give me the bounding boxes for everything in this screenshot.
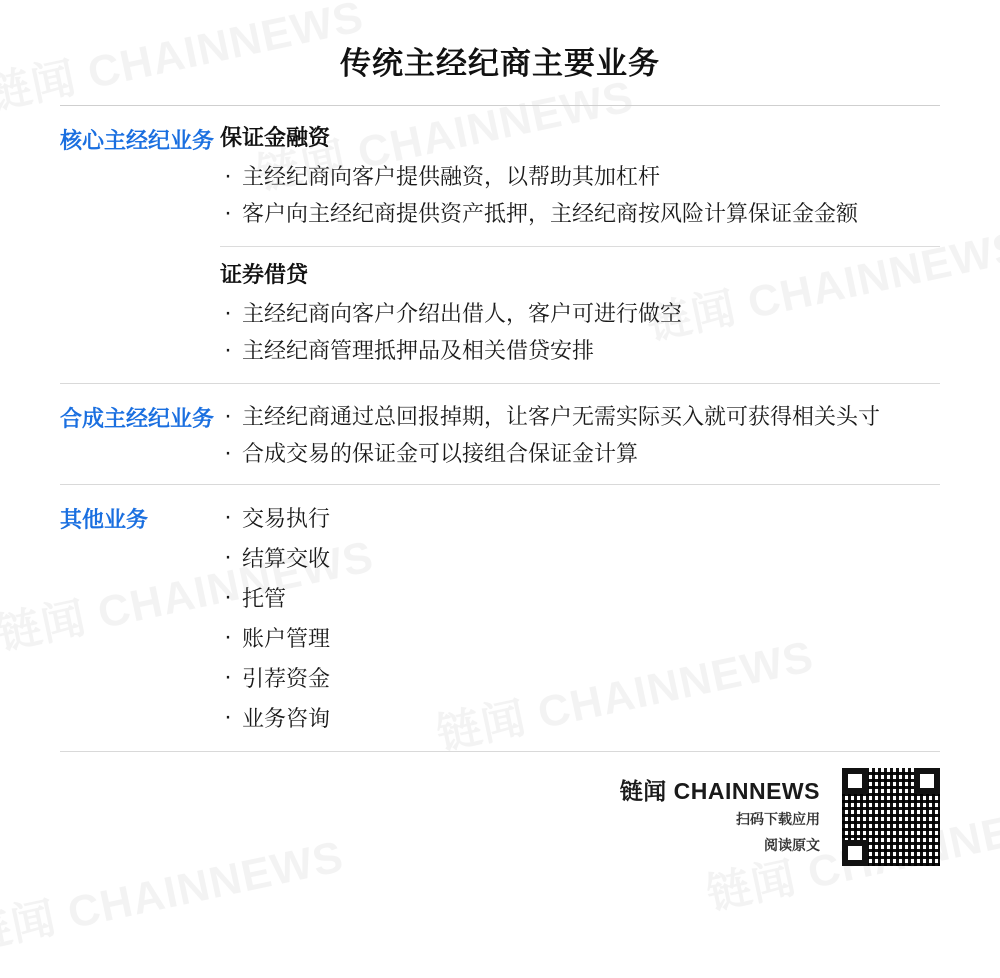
sub-block-margin-financing	[220, 120, 940, 234]
brand-name-cn: 链闻	[619, 778, 667, 804]
list-item: · 客户向主经纪商提供资产抵押，主经纪商按风险计算保证金金额	[220, 195, 940, 232]
footer-caption-readmore[interactable]: 阅读原文	[764, 837, 820, 853]
footer-caption-download: 扫码下载应用	[736, 811, 820, 827]
list-item: · 主经纪商通过总回报掉期，让客户无需实际买入就可获得相关头寸	[220, 398, 940, 435]
bullet-list	[220, 158, 940, 232]
sub-block-heading: 保证金融资	[220, 125, 331, 150]
section-other-services	[60, 485, 940, 751]
list-item: · 账户管理	[220, 619, 940, 659]
section-synthetic-prime-brokerage	[60, 384, 940, 484]
list-item: · 结算交收	[220, 539, 940, 579]
list-item: · 业务咨询	[220, 699, 940, 739]
divider	[220, 246, 940, 247]
list-item: · 引荐资金	[220, 659, 940, 699]
section-label: 其他业务	[60, 507, 149, 532]
section-body	[220, 398, 940, 472]
brand-name-en: CHAINNEWS	[673, 778, 820, 804]
list-item: · 合成交易的保证金可以接组合保证金计算	[220, 435, 940, 472]
bullet-list	[220, 295, 940, 369]
section-core-prime-brokerage	[60, 106, 940, 383]
section-label: 合成主经纪业务	[60, 406, 215, 431]
page-title: 传统主经纪商主要业务	[340, 46, 660, 81]
list-item: · 托管	[220, 579, 940, 619]
bullet-list	[220, 499, 940, 739]
list-item: · 主经纪商向客户介绍出借人，客户可进行做空	[220, 295, 940, 332]
section-body	[220, 499, 940, 739]
sub-block-heading: 证券借贷	[220, 262, 309, 287]
list-item: · 主经纪商向客户提供融资，以帮助其加杠杆	[220, 158, 940, 195]
list-item: · 主经纪商管理抵押品及相关借贷安排	[220, 332, 940, 369]
section-body	[220, 120, 940, 371]
sub-block-securities-lending	[220, 257, 940, 371]
bullet-list	[220, 398, 940, 472]
section-label: 核心主经纪业务	[60, 128, 215, 153]
brand-logo	[620, 776, 820, 806]
list-item: · 交易执行	[220, 499, 940, 539]
qr-code-icon[interactable]	[842, 768, 940, 866]
footer	[60, 752, 940, 866]
footer-text	[620, 776, 820, 858]
